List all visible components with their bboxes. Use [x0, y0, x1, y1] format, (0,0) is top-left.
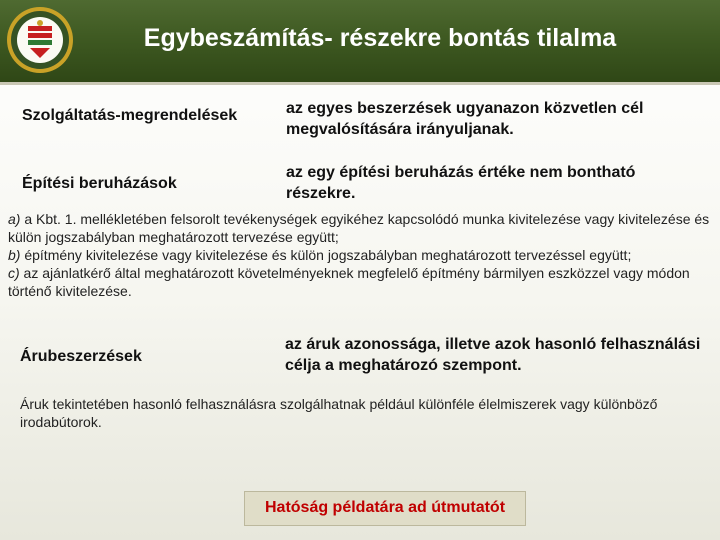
footer-label: Hatóság példatára ad útmutatót: [264, 499, 506, 516]
services-description: az egyes beszerzések ugyanazon közvetlen cél megvalósítására irányuljanak.: [286, 100, 644, 138]
header-divider: [0, 82, 720, 85]
note-b-marker: b): [8, 247, 21, 263]
goods-example: Áruk tekintetében hasonló felhasználásra szolgálhatnak például különféle élelmiszerek vagy különböző irodabútorok.: [20, 396, 658, 430]
goods-description: az áruk azonossága, illetve azok hasonló felhasználási célja a meghatározó szempont.: [285, 336, 701, 374]
construction-notes: [8, 210, 713, 300]
services-label: Szolgáltatás-megrendelések: [22, 107, 238, 124]
note-a-text: a Kbt. 1. mellékletében felsorolt tevékenységek egyikéhez kapcsolódó munka kivitelezése vagy kivitelezése és külön jogszabályban meghatározott tervezése együtt;: [8, 211, 710, 245]
construction-description: az egy építési beruházás értéke nem bontható részekre.: [286, 164, 636, 202]
footer-box: [244, 491, 526, 526]
note-c-marker: c): [8, 265, 20, 281]
goods-label: Árubeszerzések: [20, 348, 142, 365]
note-c-text: az ajánlatkérő által meghatározott követelményeknek megfelelő építmény bármilyen eszközzel vagy módon történő kivitelezése.: [8, 265, 690, 299]
construction-label: Építési beruházások: [22, 175, 177, 192]
page-title: Egybeszámítás- részekre bontás tilalma: [143, 24, 617, 52]
title-bar: [0, 0, 720, 82]
crest-logo-icon: [6, 6, 74, 74]
note-a-marker: a): [8, 211, 21, 227]
note-b-text: építmény kivitelezése vagy kivitelezése és külön jogszabályban meghatározott tervezéssel együtt;: [20, 247, 632, 263]
